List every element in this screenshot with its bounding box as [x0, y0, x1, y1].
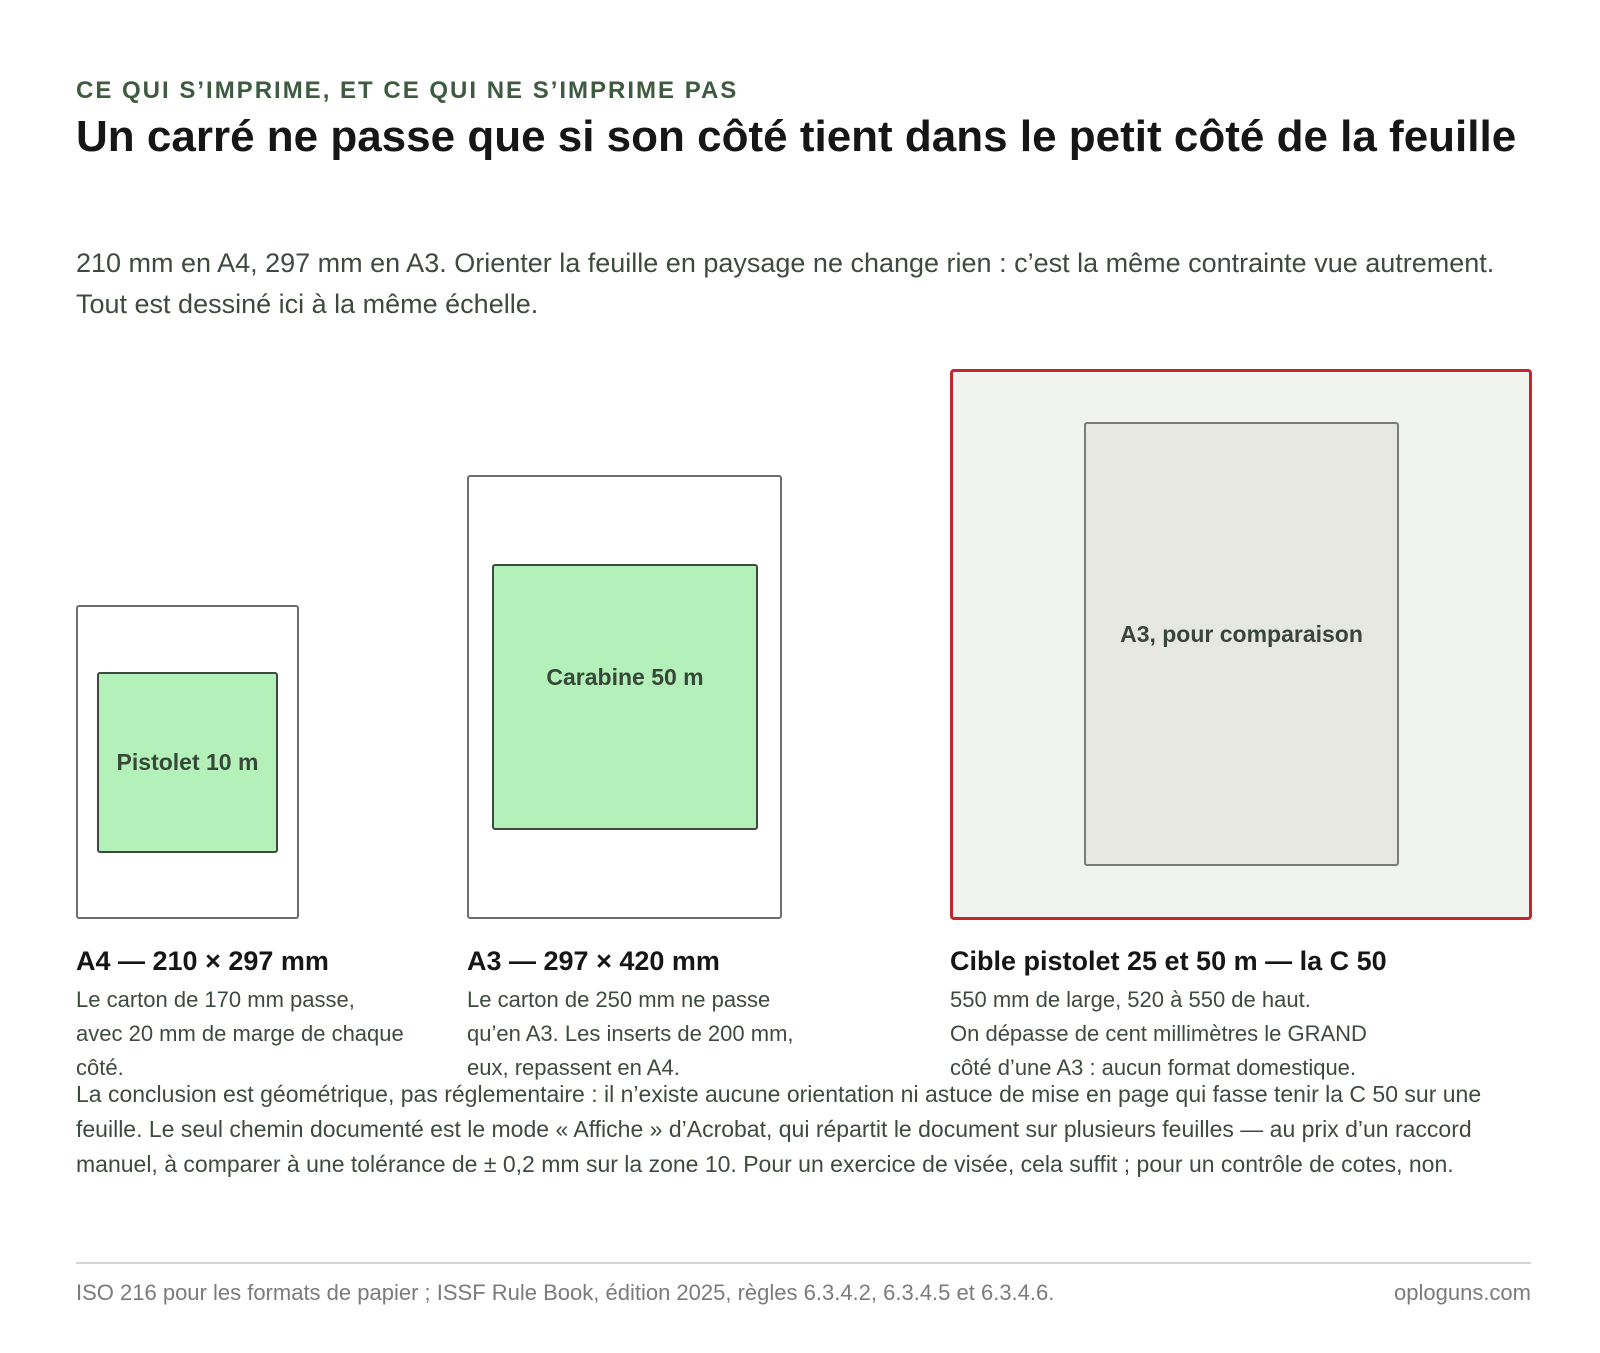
- caption-line: Le carton de 250 mm ne passe: [467, 987, 771, 1012]
- caption-line: qu’en A3. Les inserts de 200 mm,: [467, 1021, 794, 1046]
- section-eyebrow: CE QUI S’IMPRIME, ET CE QUI NE S’IMPRIME PAS: [76, 77, 739, 104]
- caption-line: avec 20 mm de marge de chaque: [76, 1021, 404, 1046]
- caption-a3-title: A3 — 297 × 420 mm: [467, 946, 720, 976]
- caption-line: 550 mm de large, 520 à 550 de haut.: [950, 987, 1311, 1012]
- caption-c50-title: Cible pistolet 25 et 50 m — la C 50: [950, 946, 1387, 976]
- caption-a3: [467, 946, 867, 1085]
- footer-divider: [76, 1262, 1531, 1264]
- source-note: ISO 216 pour les formats de papier ; ISSF Rule Book, édition 2025, règles 6.3.4.2, 6.3.4.5 et 6.3.4.6.: [76, 1280, 1055, 1305]
- rifle-50m-target: Carabine 50 m: [492, 564, 758, 830]
- caption-line: côté.: [76, 1055, 124, 1080]
- caption-line: Le carton de 170 mm passe,: [76, 987, 355, 1012]
- caption-c50: [950, 946, 1510, 1085]
- caption-c50-text: [950, 983, 1510, 1085]
- caption-line: On dépasse de cent millimètres le GRAND: [950, 1021, 1367, 1046]
- caption-a4-text: [76, 983, 446, 1085]
- lead-paragraph: 210 mm en A4, 297 mm en A3. Orienter la feuille en paysage ne change rien : c’est la même contrainte vue autrement. Tout est dessiné ici à la même échelle.: [76, 248, 1495, 319]
- caption-a3-text: [467, 983, 867, 1085]
- conclusion-paragraph: La conclusion est géométrique, pas réglementaire : il n’existe aucune orientation ni astuce de mise en page qui fasse tenir la C 50 sur une feuille. Le seul chemin documenté est le mode « Affiche » d’Acrobat, qui répartit le document sur plusieurs feuilles — au prix d’un raccord manuel, à comparer à une tolérance de ± 0,2 mm sur la zone 10. Pour un exercice de visée, cela suffit ; pour un contrôle de cotes, non.: [76, 1081, 1482, 1177]
- a3-comparison-sheet: A3, pour comparaison: [1084, 422, 1399, 866]
- caption-line: eux, repassent en A4.: [467, 1055, 680, 1080]
- page-title: Un carré ne passe que si son côté tient dans le petit côté de la feuille: [76, 112, 1517, 161]
- caption-line: côté d’une A3 : aucun format domestique.: [950, 1055, 1357, 1080]
- caption-a4-title: A4 — 210 × 297 mm: [76, 946, 329, 976]
- pistol-10m-target: Pistolet 10 m: [97, 672, 278, 853]
- site-credit: oploguns.com: [1394, 1280, 1531, 1305]
- caption-a4: [76, 946, 446, 1085]
